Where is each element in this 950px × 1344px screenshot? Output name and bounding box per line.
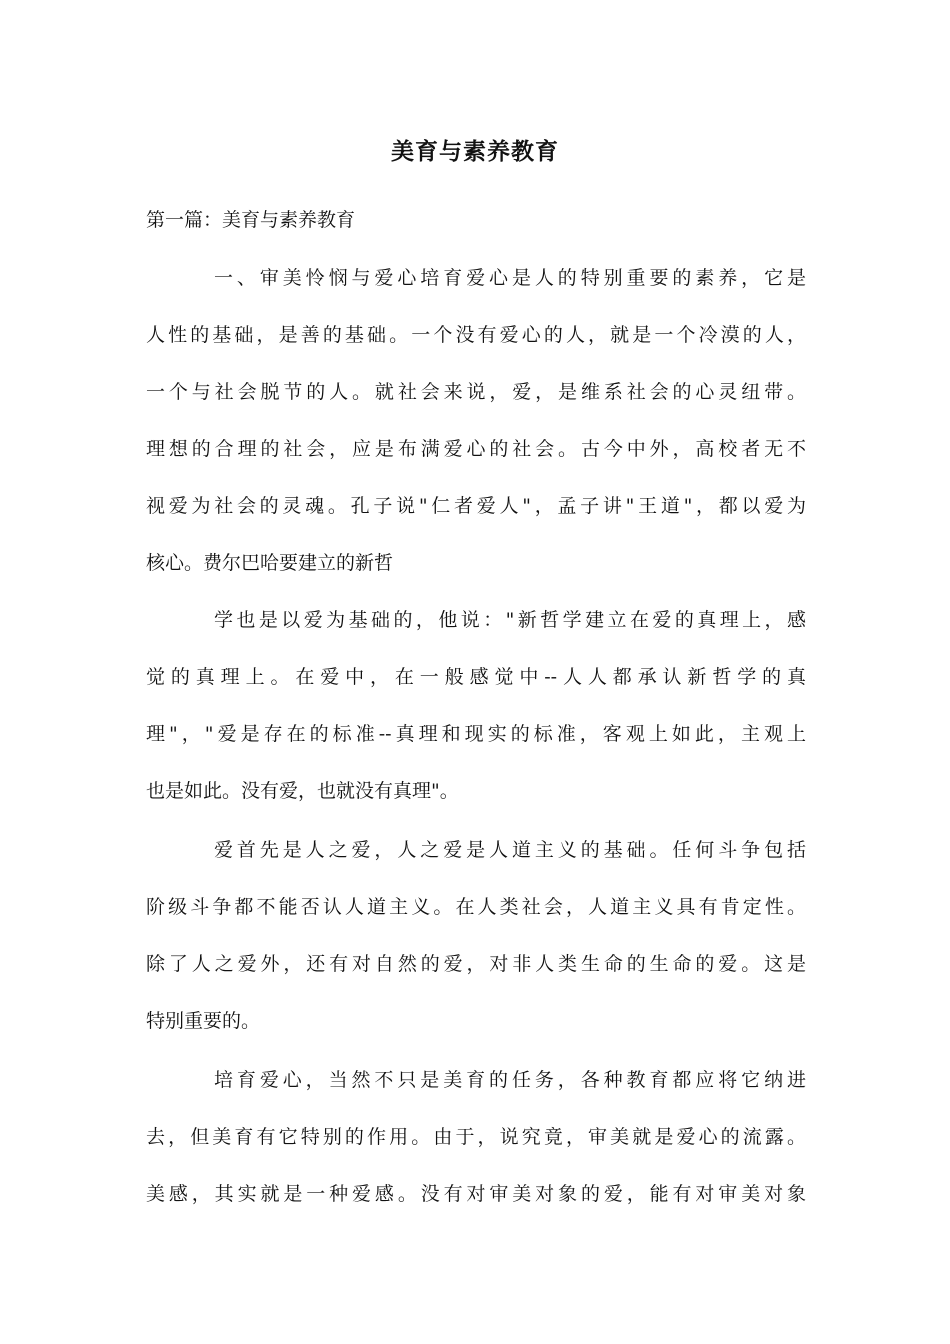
paragraph-4-line-3: 美感，其实就是一种爱感。没有对审美对象的爱，能有对审美对象 <box>146 1183 806 1205</box>
paragraph-1-line-2: 人性的基础，是善的基础。一个没有爱心的人，就是一个冷漠的人， <box>146 324 806 346</box>
paragraph-3-line-1: 爱首先是人之爱，人之爱是人道主义的基础。任何斗争包括 <box>214 839 806 861</box>
paragraph-4-line-1: 培育爱心，当然不只是美育的任务，各种教育都应将它纳进 <box>214 1069 806 1091</box>
paragraph-3-line-4: 特别重要的。 <box>146 1010 261 1032</box>
paragraph-3-line-3: 除了人之爱外，还有对自然的爱，对非人类生命的生命的爱。这是 <box>146 953 806 975</box>
paragraph-1-line-3: 一个与社会脱节的人。就社会来说，爱，是维系社会的心灵纽带。 <box>146 381 806 403</box>
paragraph-1-line-6: 核心。费尔巴哈要建立的新哲 <box>146 552 394 574</box>
paragraph-1-line-4: 理想的合理的社会，应是布满爱心的社会。古今中外，高校者无不 <box>146 438 806 460</box>
paragraph-2-line-3: 理"，"爱是存在的标准--真理和现实的标准，客观上如此，主观上 <box>146 723 806 745</box>
paragraph-2-line-4: 也是如此。没有爱，也就没有真理"。 <box>146 780 459 802</box>
document-title: 美育与素养教育 <box>391 138 559 165</box>
paragraph-3-line-2: 阶级斗争都不能否认人道主义。在人类社会，人道主义具有肯定性。 <box>146 896 806 918</box>
paragraph-2-line-1: 学也是以爱为基础的，他说："新哲学建立在爱的真理上，感 <box>214 609 806 631</box>
paragraph-1-line-5: 视爱为社会的灵魂。孔子说"仁者爱人"，孟子讲"王道"，都以爱为 <box>146 495 806 517</box>
paragraph-2-line-2: 觉的真理上。在爱中，在一般感觉中--人人都承认新哲学的真 <box>146 666 806 688</box>
document-subtitle: 第一篇：美育与素养教育 <box>146 209 356 231</box>
paragraph-1-line-1: 一、审美怜悯与爱心培育爱心是人的特别重要的素养，它是 <box>214 267 806 289</box>
paragraph-4-line-2: 去，但美育有它特别的作用。由于，说究竟，审美就是爱心的流露。 <box>146 1126 806 1148</box>
